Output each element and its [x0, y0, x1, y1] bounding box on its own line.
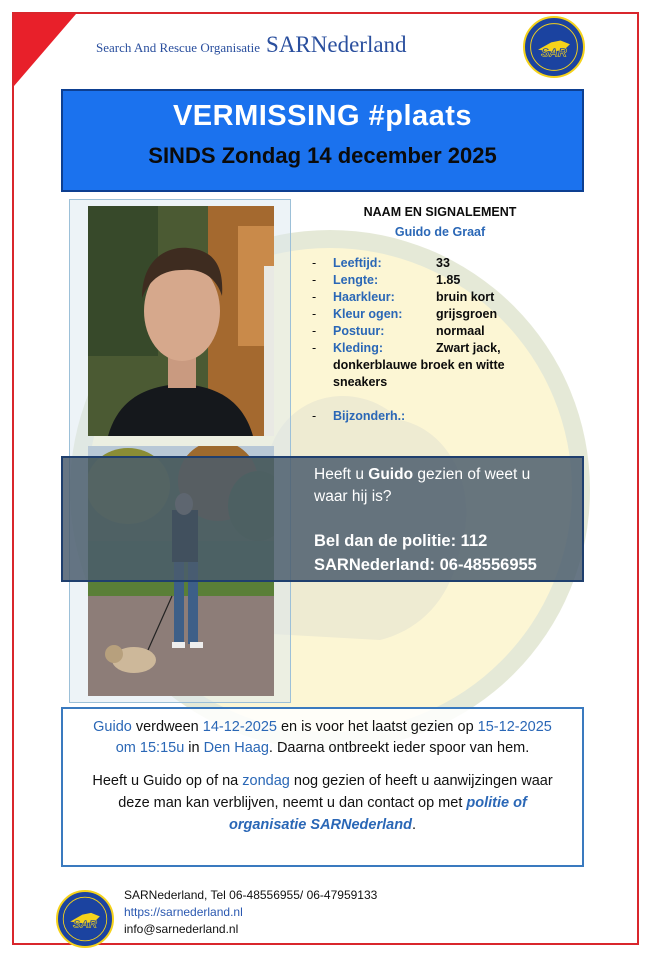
field-hair: - Haarkleur: bruin kort: [312, 290, 495, 304]
logo-text: SAR: [541, 45, 567, 60]
org-name: SARNederland: [266, 32, 407, 57]
sar-logo-icon: [523, 16, 585, 78]
field-label: Postuur:: [333, 324, 385, 338]
field-build: - Postuur: normaal: [312, 324, 485, 338]
callout-name: Guido: [368, 466, 414, 483]
field-label: Haarkleur:: [333, 290, 395, 304]
field-label: Bijzonderh.:: [333, 409, 406, 423]
field-label: Leeftijd:: [333, 256, 382, 270]
portrait-photo: [88, 206, 274, 436]
description-panel: [300, 205, 580, 426]
contact-emphasis: politie of organisatie SARNederland: [229, 795, 527, 833]
contact-callout: [61, 456, 584, 582]
sar-logo-footer-icon: [56, 890, 114, 948]
missing-header: [61, 89, 584, 192]
callout-question: Heeft u Guido gezien of weet u waar hij is?: [314, 466, 531, 505]
field-value: bruin kort: [436, 290, 495, 304]
field-label: Lengte:: [333, 273, 379, 287]
field-clothing: - Kleding: Zwart jack,: [312, 341, 501, 355]
field-value: Zwart jack,: [436, 341, 501, 355]
org-prefix: Search And Rescue Organisatie: [96, 40, 261, 55]
circumstances-box: [61, 707, 584, 867]
field-value: normaal: [436, 324, 485, 338]
field-value: 1.85: [436, 273, 461, 287]
header-title: VERMISSING #plaats: [172, 100, 473, 132]
org-header: [96, 32, 407, 58]
description-heading: NAAM EN SIGNALEMENT: [363, 205, 517, 219]
clothing-continued: donkerblauwe broek en witte sneakers: [333, 358, 505, 389]
missing-person-name: Guido de Graaf: [394, 225, 486, 239]
footer-contact: [124, 887, 377, 938]
police-number: Bel dan de politie: 112: [314, 532, 488, 550]
svg-text:SAR: SAR: [73, 918, 97, 931]
footer-phone: SARNederland, Tel 06-48556955/ 06-47959133: [124, 888, 378, 902]
field-age: - Leeftijd: 33: [312, 256, 450, 270]
field-value: grijsgroen: [436, 307, 498, 321]
field-height: - Lengte: 1.85: [312, 273, 461, 287]
sar-number: SARNederland: 06-48556955: [314, 556, 537, 574]
footer-website-link[interactable]: https://sarnederland.nl: [124, 905, 243, 919]
field-value: 33: [436, 256, 450, 270]
field-eyes: - Kleur ogen: grijsgroen: [312, 307, 498, 321]
red-corner-decoration: [14, 14, 76, 86]
appeal-paragraph: Heeft u Guido op of na zondag nog gezien of heeft u aanwijzingen waar deze man kan verblijven, neemt u dan contact op met politie of organisatie SARNederland.: [92, 773, 553, 833]
circumstances-paragraph: Guido verdween 14-12-2025 en is voor het laatst gezien op 15-12-2025 om 15:15u in Den Haag. Daarna ontbreekt ieder spoor van hem.: [93, 719, 552, 756]
field-particulars: - Bijzonderh.:: [312, 409, 406, 423]
field-label: Kleur ogen:: [333, 307, 403, 321]
header-since: SINDS Zondag 14 december 2025: [148, 143, 497, 168]
field-label: Kleding:: [333, 341, 383, 355]
footer-email-link[interactable]: info@sarnederland.nl: [124, 922, 239, 936]
